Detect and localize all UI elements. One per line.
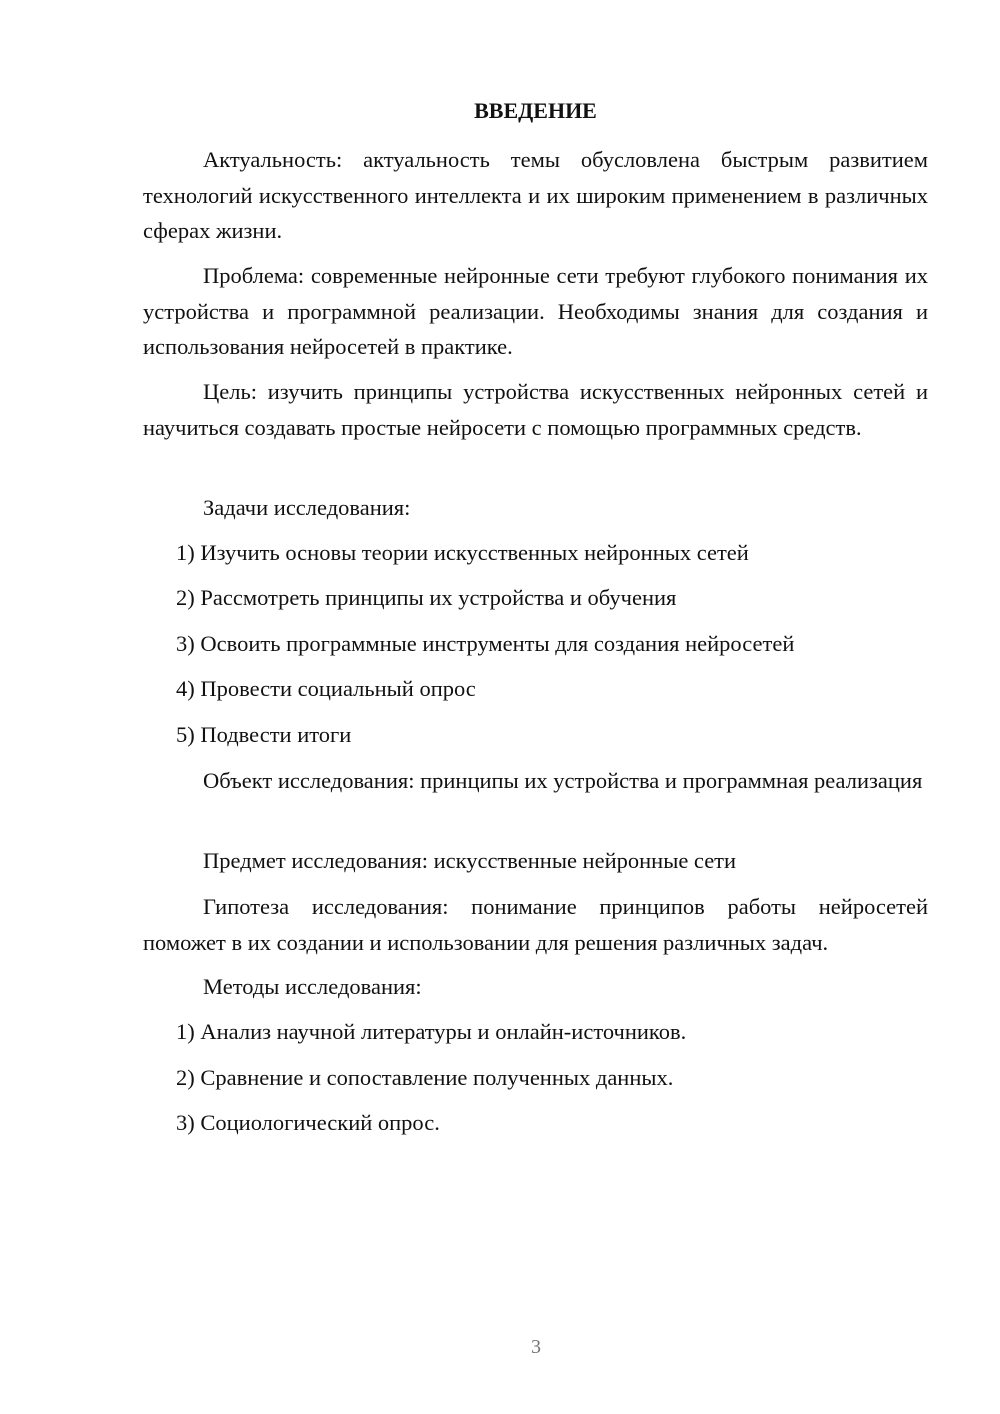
page-title: ВВЕДЕНИЕ xyxy=(474,98,597,123)
relevance-paragraph: Актуальность: актуальность темы обусловлена быстрым развитием технологий искусственного интеллекта и их широким применением в различных сферах жизни. xyxy=(143,147,928,243)
tasks-heading: Задачи исследования: xyxy=(203,495,411,520)
methods-heading: Методы исследования: xyxy=(203,974,422,999)
task-item: 1) Изучить основы теории искусственных нейронных сетей xyxy=(176,540,749,565)
task-item: 3) Освоить программные инструменты для создания нейросетей xyxy=(176,631,795,656)
method-item: 1) Анализ научной литературы и онлайн-источников. xyxy=(176,1019,687,1044)
hypothesis-paragraph: Гипотеза исследования: понимание принципов работы нейросетей поможет в их создании и использовании для решения различных задач. xyxy=(143,894,928,955)
goal-paragraph: Цель: изучить принципы устройства искусственных нейронных сетей и научиться создавать простые нейросети с помощью программных средств. xyxy=(143,379,928,440)
method-item: 3) Социологический опрос. xyxy=(176,1110,440,1135)
problem-paragraph: Проблема: современные нейронные сети требуют глубокого понимания их устройства и программной реализации. Необходимы знания для создания и использования нейросетей в практике. xyxy=(143,263,928,359)
subject-paragraph: Предмет исследования: искусственные нейронные сети xyxy=(203,848,737,873)
method-item: 2) Сравнение и сопоставление полученных данных. xyxy=(176,1065,674,1090)
task-item: 5) Подвести итоги xyxy=(176,722,352,747)
object-paragraph: Объект исследования: принципы их устройства и программная реализация xyxy=(203,768,923,793)
page-number: 3 xyxy=(531,1336,541,1358)
task-item: 4) Провести социальный опрос xyxy=(176,676,476,701)
task-item: 2) Рассмотреть принципы их устройства и обучения xyxy=(176,585,677,610)
